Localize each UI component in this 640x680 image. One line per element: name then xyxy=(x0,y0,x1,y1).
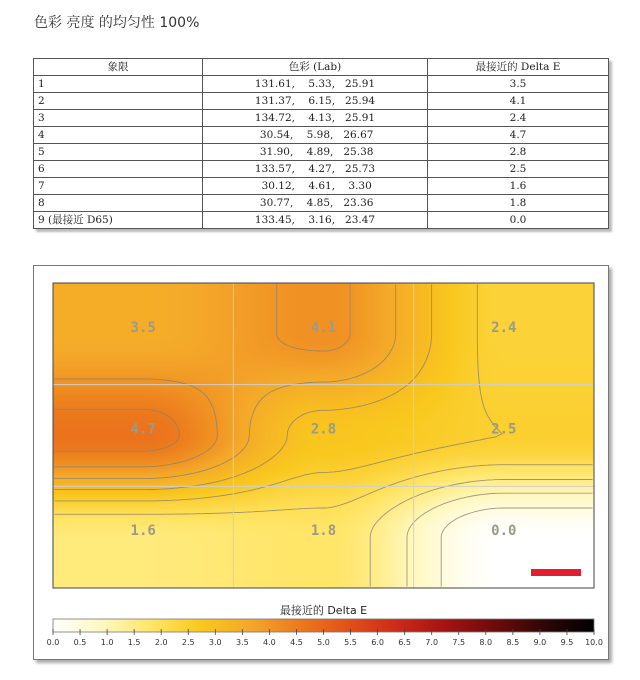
uniformity-heatmap xyxy=(34,266,608,659)
cell-delta-e: 2.4 xyxy=(428,110,609,127)
table-row xyxy=(34,127,609,144)
cell-value-label: 1.6 xyxy=(130,523,156,540)
uniformity-table-container xyxy=(33,58,609,229)
colorbar-tick-label: 8.5 xyxy=(506,638,520,647)
table-row xyxy=(34,93,609,110)
header-quadrant: 象限 xyxy=(34,59,203,76)
colorbar-tick-label: 5.0 xyxy=(317,638,330,647)
cell-delta-e: 2.8 xyxy=(428,144,609,161)
cell-quadrant: 7 xyxy=(34,178,203,195)
cell-value-label: 2.5 xyxy=(491,421,517,438)
colorbar-tick-label: 7.5 xyxy=(452,638,466,647)
cell-value-label: 2.4 xyxy=(491,319,517,336)
cell-quadrant: 3 xyxy=(34,110,203,127)
cell-lab: 131.37, 6.15, 25.94 xyxy=(203,93,428,110)
cell-delta-e: 2.5 xyxy=(428,161,609,178)
header-delta-e: 最接近的 Delta E xyxy=(428,59,609,76)
table-header-row xyxy=(34,59,609,76)
uniformity-table xyxy=(33,58,609,229)
cell-lab: 131.61, 5.33, 25.91 xyxy=(203,76,428,93)
cell-value-label: 0.0 xyxy=(491,523,517,540)
cell-lab: 133.45, 3.16, 23.47 xyxy=(203,212,428,229)
table-row xyxy=(34,144,609,161)
cell-quadrant: 5 xyxy=(34,144,203,161)
table-row xyxy=(34,178,609,195)
uniformity-chart-frame xyxy=(33,265,609,660)
colorbar-tick-label: 6.5 xyxy=(398,638,412,647)
colorbar-tick-label: 0.0 xyxy=(46,638,60,647)
cell-value-label: 4.7 xyxy=(130,421,156,438)
colorbar-tick-label: 9.5 xyxy=(560,638,574,647)
colorbar-tick-label: 0.5 xyxy=(73,638,87,647)
cell-value-label: 3.5 xyxy=(130,319,156,336)
colorbar-tick-label: 2.5 xyxy=(181,638,195,647)
cell-quadrant: 6 xyxy=(34,161,203,178)
table-row xyxy=(34,76,609,93)
table-row xyxy=(34,161,609,178)
colorbar-tick-label: 9.0 xyxy=(533,638,547,647)
table-row xyxy=(34,212,609,229)
colorbar-tick-label: 4.5 xyxy=(290,638,303,647)
cell-value-label: 1.8 xyxy=(310,523,337,540)
cell-quadrant: 9 (最接近 D65) xyxy=(34,212,203,229)
cell-lab: 30.77, 4.85, 23.36 xyxy=(203,195,428,212)
colorbar-tick-label: 2.0 xyxy=(154,638,168,647)
colorbar-title: 最接近的 Delta E xyxy=(279,604,368,617)
colorbar-tick-label: 3.5 xyxy=(235,638,249,647)
table-row xyxy=(34,110,609,127)
cell-value-label: 2.8 xyxy=(310,421,337,438)
cell-lab: 133.57, 4.27, 25.73 xyxy=(203,161,428,178)
colorbar-tick-label: 1.0 xyxy=(100,638,114,647)
cell-quadrant: 8 xyxy=(34,195,203,212)
cell-delta-e: 1.6 xyxy=(428,178,609,195)
colorbar-tick-label: 1.5 xyxy=(127,638,141,647)
cell-quadrant: 2 xyxy=(34,93,203,110)
colorbar-tick-label: 6.0 xyxy=(371,638,384,647)
colorbar-tick-label: 5.5 xyxy=(344,638,357,647)
table-row xyxy=(34,195,609,212)
cell-lab: 30.54, 5.98, 26.67 xyxy=(203,127,428,144)
page-title: 色彩 亮度 的均匀性 100% xyxy=(34,15,200,31)
colorbar-tick-label: 3.0 xyxy=(208,638,222,647)
colorbar-tick-label: 10.0 xyxy=(585,638,603,647)
cell-lab: 31.90, 4.89, 25.38 xyxy=(203,144,428,161)
cell-value-label: 4.1 xyxy=(310,319,337,336)
colorbar-tick-label: 8.0 xyxy=(479,638,493,647)
cell-delta-e: 4.1 xyxy=(428,93,609,110)
cell-quadrant: 4 xyxy=(34,127,203,144)
cell-lab: 134.72, 4.13, 25.91 xyxy=(203,110,428,127)
cell-quadrant: 1 xyxy=(34,76,203,93)
header-lab: 色彩 (Lab) xyxy=(203,59,428,76)
cell-lab: 30.12, 4.61, 3.30 xyxy=(203,178,428,195)
colorbar-tick-label: 4.0 xyxy=(263,638,276,647)
cell-delta-e: 0.0 xyxy=(428,212,609,229)
cell-delta-e: 3.5 xyxy=(428,76,609,93)
colorbar-tick-label: 7.0 xyxy=(425,638,439,647)
cell-delta-e: 1.8 xyxy=(428,195,609,212)
reference-marker xyxy=(531,569,581,576)
cell-delta-e: 4.7 xyxy=(428,127,609,144)
